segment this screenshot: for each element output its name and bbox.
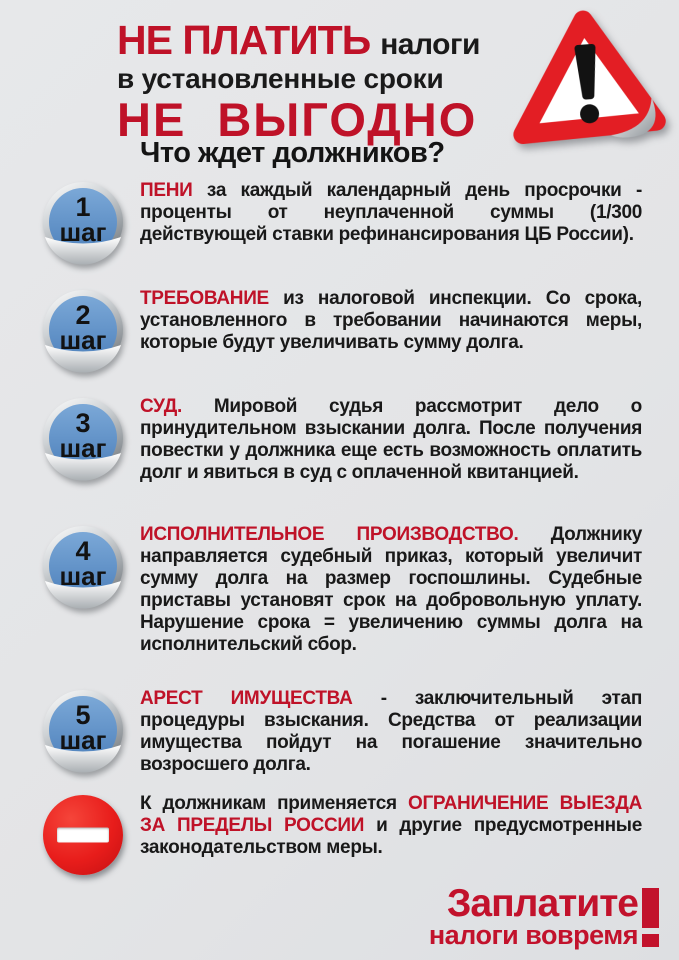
no-entry-icon (38, 793, 128, 881)
footer-line1: Заплатите (446, 882, 638, 925)
step-row-4 (38, 524, 642, 656)
step-5-number: 5 (75, 700, 91, 730)
header-line1 (117, 17, 480, 63)
step-2-body: из налоговой инспекции. Со срока, установленного в требовании начинаются меры, которые будут увеличивать сумму долга. (140, 288, 642, 353)
step-2-number: 2 (75, 300, 91, 330)
footer-line2: налоги вовремя (428, 920, 638, 950)
step-5-text (140, 688, 642, 776)
step-4-number: 4 (75, 536, 91, 566)
step-2-label: шаг (59, 325, 107, 355)
step-1-number: 1 (75, 192, 91, 222)
step-1-label: шаг (59, 217, 107, 247)
step-3-badge-icon (38, 396, 128, 484)
step-2-lead: ТРЕБОВАНИЕ (140, 288, 269, 309)
step-4-badge-icon (38, 524, 128, 612)
warning-triangle-icon (498, 0, 673, 153)
restriction-row (38, 793, 642, 881)
exclamation-mark-icon (642, 888, 659, 947)
header-ne-platit: НЕ ПЛАТИТЬ (117, 17, 371, 63)
step-1-body: за каждый календарный день просрочки - проценты от неуплаченной суммы (1/300 действующей ставки рефинансирования ЦБ России). (140, 180, 642, 245)
step-row-2 (38, 288, 642, 376)
restriction-after: и другие предусмотренные законодательством меры. (140, 815, 642, 858)
step-3-body: Мировой судья рассмотрит дело о принудительном взыскании долга. После получения повестки у должника еще есть возможность оплатить долг и явиться в суд с оплаченной квитанцией. (140, 396, 642, 483)
step-2-badge-icon (38, 288, 128, 376)
step-2-text (140, 288, 642, 354)
header-ne-vygodno: НЕ ВЫГОДНО (117, 93, 478, 147)
header-line2: в установленные сроки (117, 63, 444, 94)
restriction-before: К должникам применяется (140, 793, 408, 814)
restriction-text (140, 793, 642, 859)
step-3-number: 3 (75, 408, 91, 438)
step-1-lead: ПЕНИ (140, 180, 193, 201)
step-3-label: шаг (59, 433, 107, 463)
step-row-3 (38, 396, 642, 484)
poster-header (117, 17, 480, 147)
step-3-lead: СУД. (140, 396, 182, 417)
step-4-text (140, 524, 642, 656)
subheading: Что ждет должников? (140, 137, 445, 169)
step-5-badge-icon (38, 688, 128, 776)
step-5-body: - заключительный этап процедуры взыскания. Средства от реализации имущества пойдут на погашение значительно возросшего долга. (140, 688, 642, 775)
step-row-1 (38, 180, 642, 268)
step-4-lead: ИСПОЛНИТЕЛЬНОЕ ПРОИЗВОДСТВО. (140, 524, 519, 545)
step-5-lead: АРЕСТ ИМУЩЕСТВА (140, 688, 353, 709)
restriction-highlight: ОГРАНИЧЕНИЕ ВЫЕЗДА ЗА ПРЕДЕЛЫ РОССИИ (140, 793, 642, 836)
footer-slogan (428, 882, 659, 950)
step-row-5 (38, 688, 642, 776)
header-nalogi: налоги (380, 28, 480, 61)
footer-lines (428, 882, 638, 950)
step-1-badge-icon (38, 180, 128, 268)
step-4-label: шаг (59, 561, 107, 591)
no-entry-bar (57, 828, 109, 843)
step-5-label: шаг (59, 725, 107, 755)
step-1-text (140, 180, 642, 246)
step-3-text (140, 396, 642, 484)
step-4-body: Должнику направляется судебный приказ, который увеличит сумму долга на размер госпошлины. Судебные приставы установят срок на добровольную уплату. Нарушение срока = увеличению суммы долга на исполнительский сбор. (140, 524, 642, 655)
